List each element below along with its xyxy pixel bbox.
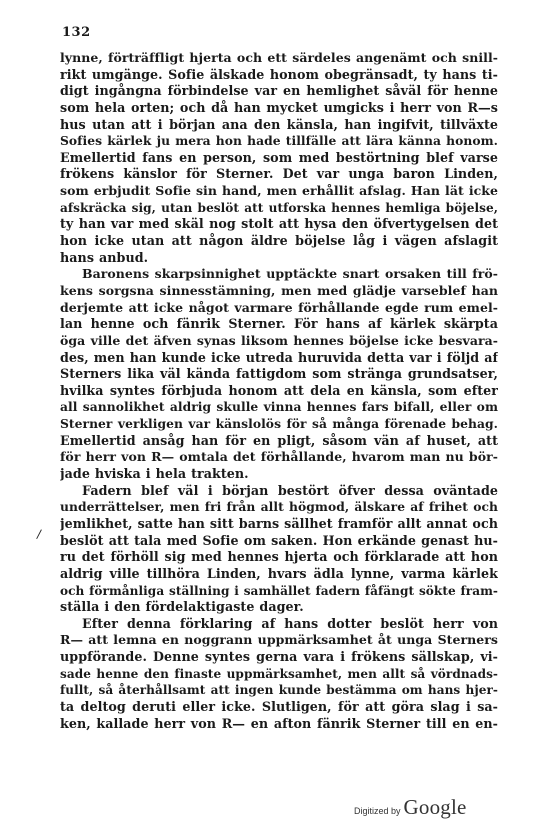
text-line: Emellertid fans en person, som med bestörtning blef varse [60,149,498,165]
text-line: uppförande. Denne syntes gerna vara i frökens sällskap, vi- [60,649,498,665]
text-line: och förmånliga ställning i samhället fadern fåfängt sökte fram- [60,583,498,598]
text-line: derjemte att icke något varmare förhållande egde rum emel- [60,299,498,315]
text-line: frökens känslor för Sterner. Det var unga baron Linden, [60,166,498,182]
text-line: Sterners lika väl kända fattigdom som stränga grundsatser, [60,366,498,382]
text-line: hans anbud. [60,249,149,265]
text-line: som hela orten; och då han mycket umgicks i herr von R—s [60,99,498,115]
text-line: Sofies kärlek ju mera hon hade tillfälle att lära känna honom. [60,133,498,149]
text-line: underrättelser, men fri från allt högmod, älskare af frihet och [60,499,498,515]
text-line: ta deltog deruti eller icke. Slutligen, för att göra slag i sa- [60,698,498,714]
text-line: rikt umgänge. Sofie älskade honom obegränsadt, ty hans ti- [60,66,498,82]
watermark-brand: Google [403,795,467,819]
margin-mark: / [35,526,43,542]
page-number: 132 [62,25,91,40]
text-line: öga ville det äfven synas liksom hennes böjelse icke besvara- [60,332,498,348]
text-line: ställa i den fördelaktigaste dager. [60,599,304,615]
text-line: digt ingångna förbindelse var en hemlighet såväl för henne [60,83,498,99]
text-line: för herr von R— omtala det förhållande, hvarom man nu bör- [60,449,498,465]
text-line: lan henne och fänrik Sterner. För hans af kärlek skärpta [60,316,498,332]
text-line: aldrig ville tillhöra Linden, hvars ädla lynne, varma kärlek [60,565,498,581]
text-line: som erbjudit Sofie sin hand, men erhållit afslag. Han lät icke [60,183,498,199]
text-line: hvilka syntes förbjuda honom att dela en känsla, som efter [60,382,498,398]
text-line: ken, kallade herr von R— en afton fänrik Sterner till en en- [60,715,498,731]
text-line: lynne, förträffligt hjerta och ett särdeles angenämt och snill- [60,50,498,65]
text-line: jade hviska i hela trakten. [60,466,249,482]
text-line: sade henne den finaste uppmärksamhet, men allt så vördnads- [60,666,498,681]
text-line: Sterner verkligen var känslolös för så många förenade behag. [60,416,498,432]
text-line: Baronens skarpsinnighet upptäckte snart orsaken till frö- [82,266,498,282]
text-line: Fadern blef väl i början bestört öfver dessa oväntade [82,482,498,498]
watermark-prefix: Digitized by [354,806,401,816]
text-line: kens sorgsna sinnesstämning, men med glädje varseblef han [60,282,498,298]
text-line: Efter denna förklaring af hans dotter beslöt herr von [82,615,498,631]
text-line: des, men han kunde icke utreda huruvida detta var i följd af [60,349,498,365]
text-line: afskräcka sig, utan beslöt att utforska hennes hemliga böjelse, [60,200,498,215]
text-line: ty han var med skäl nog stolt att hysa den öfvertygelsen det [60,216,498,232]
text-line: all sannolikhet aldrig skulle vinna hennes fars bifall, eller om [60,399,498,415]
text-line: Emellertid ansåg han för en pligt, såsom vän af huset, att [60,432,498,448]
digitized-watermark [354,795,467,820]
text-line: R— att lemna en noggrann uppmärksamhet åt unga Sterners [60,632,498,648]
text-line: hon icke utan att någon äldre böjelse låg i vägen afslagit [60,233,498,249]
text-line: hus utan att i början ana den känsla, han ingifvit, tillväxte [60,116,498,132]
text-line: jemlikhet, satte han sitt barns sällhet framför allt annat och [60,515,498,531]
text-line: beslöt att tala med Sofie om saken. Hon erkände genast hu- [60,532,498,548]
text-line: fullt, så återhållsamt att ingen kunde bestämma om hans hjer- [60,683,498,698]
body-text [60,50,498,732]
text-line: ru det förhöll sig med hennes hjerta och förklarade att hon [60,549,498,565]
